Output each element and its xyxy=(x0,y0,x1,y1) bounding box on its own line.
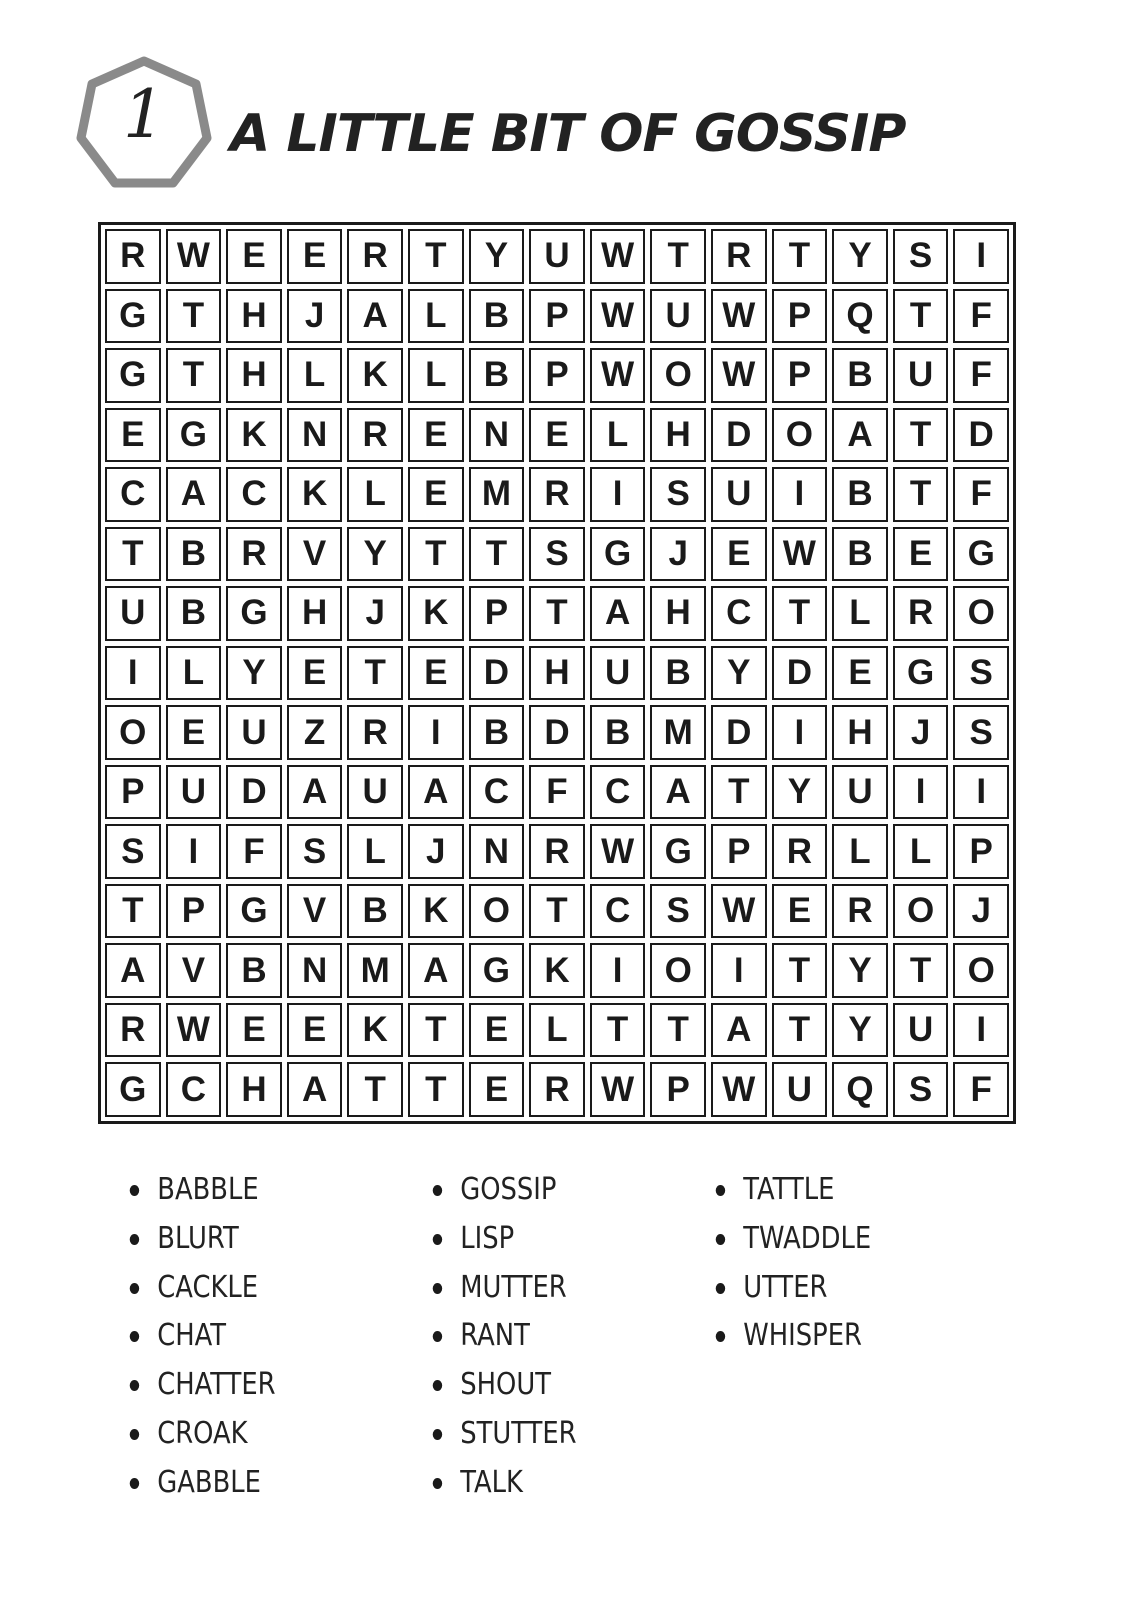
grid-cell[interactable]: W xyxy=(590,348,646,403)
grid-cell[interactable]: R xyxy=(529,1062,585,1117)
grid-cell[interactable]: G xyxy=(105,348,161,403)
grid-cell[interactable]: O xyxy=(469,884,525,939)
grid-cell[interactable]: S xyxy=(650,467,706,522)
bullet-icon xyxy=(130,1478,139,1489)
grid-cell[interactable]: U xyxy=(590,646,646,701)
word-list xyxy=(128,1166,988,1526)
bullet-icon xyxy=(130,1331,139,1342)
grid-cell[interactable]: A xyxy=(408,765,464,820)
grid-cell[interactable]: T xyxy=(711,765,767,820)
grid-cell[interactable]: D xyxy=(711,408,767,463)
bullet-icon xyxy=(433,1478,442,1489)
grid-cell[interactable]: I xyxy=(772,467,828,522)
grid-cell[interactable]: E xyxy=(226,1003,282,1058)
word-label: RANT xyxy=(460,1318,530,1354)
grid-cell[interactable]: T xyxy=(408,1062,464,1117)
grid-cell[interactable]: C xyxy=(590,765,646,820)
grid-cell[interactable]: U xyxy=(711,467,767,522)
grid-cell[interactable]: T xyxy=(408,229,464,284)
grid-cell[interactable]: B xyxy=(650,646,706,701)
grid-cell[interactable]: T xyxy=(166,289,222,344)
word-list-item xyxy=(714,1312,871,1361)
grid-cell[interactable]: N xyxy=(287,408,343,463)
grid-cell[interactable]: I xyxy=(105,646,161,701)
grid-cell[interactable]: T xyxy=(529,586,585,641)
grid-cell[interactable]: H xyxy=(650,408,706,463)
word-list-column xyxy=(714,1166,897,1361)
grid-cell[interactable]: T xyxy=(893,467,949,522)
grid-cell[interactable]: K xyxy=(408,586,464,641)
word-list-item xyxy=(431,1215,577,1264)
grid-cell[interactable]: C xyxy=(105,467,161,522)
grid-cell[interactable]: D xyxy=(953,408,1009,463)
word-label: TWADDLE xyxy=(743,1220,872,1256)
bullet-icon xyxy=(433,1283,442,1294)
grid-cell[interactable]: B xyxy=(166,527,222,582)
grid-cell[interactable]: I xyxy=(408,705,464,760)
bullet-icon xyxy=(716,1331,725,1342)
grid-cell[interactable]: C xyxy=(469,765,525,820)
grid-cell[interactable]: S xyxy=(650,884,706,939)
grid-cell[interactable]: E xyxy=(529,408,585,463)
grid-cell[interactable]: S xyxy=(893,1062,949,1117)
grid-cell[interactable]: U xyxy=(347,765,403,820)
grid-cell[interactable]: J xyxy=(408,824,464,879)
grid-cell[interactable]: B xyxy=(166,586,222,641)
grid-cell[interactable]: W xyxy=(590,824,646,879)
grid-cell[interactable]: E xyxy=(893,527,949,582)
grid-cell[interactable]: U xyxy=(832,765,888,820)
grid-cell[interactable]: B xyxy=(347,884,403,939)
grid-cell[interactable]: L xyxy=(832,586,888,641)
grid-cell[interactable]: B xyxy=(469,348,525,403)
grid-cell[interactable]: B xyxy=(832,348,888,403)
grid-cell[interactable]: K xyxy=(347,1003,403,1058)
grid-cell[interactable]: K xyxy=(287,467,343,522)
grid-cell[interactable]: C xyxy=(226,467,282,522)
grid-cell[interactable]: B xyxy=(832,527,888,582)
grid-cell[interactable]: R xyxy=(347,229,403,284)
word-label: SHOUT xyxy=(460,1367,551,1403)
grid-cell[interactable]: D xyxy=(226,765,282,820)
grid-cell[interactable]: T xyxy=(893,289,949,344)
word-list-item xyxy=(714,1215,871,1264)
grid-cell[interactable]: I xyxy=(953,765,1009,820)
grid-cell[interactable]: T xyxy=(105,527,161,582)
grid-cell[interactable]: Y xyxy=(711,646,767,701)
grid-cell[interactable]: Y xyxy=(832,229,888,284)
word-list-item xyxy=(431,1459,577,1508)
grid-cell[interactable]: T xyxy=(893,943,949,998)
grid-cell[interactable]: Y xyxy=(469,229,525,284)
bullet-icon xyxy=(130,1234,139,1245)
grid-cell[interactable]: T xyxy=(347,1062,403,1117)
grid-cell[interactable]: A xyxy=(166,467,222,522)
grid-cell[interactable]: F xyxy=(953,348,1009,403)
grid-cell[interactable]: L xyxy=(408,289,464,344)
grid-cell[interactable]: R xyxy=(105,229,161,284)
grid-cell[interactable]: N xyxy=(469,408,525,463)
grid-cell[interactable]: Y xyxy=(772,765,828,820)
word-label: TATTLE xyxy=(743,1172,835,1207)
grid-cell[interactable]: P xyxy=(469,586,525,641)
grid-cell[interactable]: Z xyxy=(287,705,343,760)
grid-cell[interactable]: I xyxy=(711,943,767,998)
grid-cell[interactable]: B xyxy=(226,943,282,998)
bullet-icon xyxy=(716,1185,725,1196)
grid-cell[interactable]: R xyxy=(347,705,403,760)
grid-cell[interactable]: U xyxy=(529,229,585,284)
grid-cell[interactable]: G xyxy=(590,527,646,582)
grid-cell[interactable]: F xyxy=(529,765,585,820)
grid-cell[interactable]: V xyxy=(166,943,222,998)
word-label: GABBLE xyxy=(157,1464,261,1500)
grid-cell[interactable]: P xyxy=(953,824,1009,879)
grid-cell[interactable]: F xyxy=(226,824,282,879)
word-list-column xyxy=(128,1166,300,1508)
grid-cell[interactable]: E xyxy=(166,705,222,760)
word-label: CROAK xyxy=(157,1415,248,1451)
grid-cell[interactable]: T xyxy=(408,1003,464,1058)
bullet-icon xyxy=(130,1185,139,1196)
grid-cell[interactable]: T xyxy=(650,229,706,284)
grid-cell[interactable]: E xyxy=(287,646,343,701)
word-list-column xyxy=(431,1166,600,1508)
word-label: CHATTER xyxy=(157,1367,276,1403)
word-list-item xyxy=(128,1361,276,1410)
grid-cell[interactable]: B xyxy=(469,289,525,344)
grid-cell[interactable]: Y xyxy=(226,646,282,701)
grid-cell[interactable]: M xyxy=(347,943,403,998)
grid-cell[interactable]: U xyxy=(650,289,706,344)
grid-cell[interactable]: V xyxy=(287,884,343,939)
grid-cell[interactable]: U xyxy=(226,705,282,760)
grid-cell[interactable]: J xyxy=(287,289,343,344)
word-label: TALK xyxy=(460,1464,523,1500)
bullet-icon xyxy=(433,1429,442,1440)
word-list-item xyxy=(431,1264,577,1313)
grid-cell[interactable]: R xyxy=(529,467,585,522)
grid-cell[interactable]: E xyxy=(287,1003,343,1058)
grid-cell[interactable]: W xyxy=(711,289,767,344)
word-label: STUTTER xyxy=(460,1415,577,1451)
grid-cell[interactable]: D xyxy=(711,705,767,760)
grid-cell[interactable]: E xyxy=(469,1062,525,1117)
grid-cell[interactable]: L xyxy=(166,646,222,701)
grid-cell[interactable]: O xyxy=(105,705,161,760)
grid-cell[interactable]: E xyxy=(408,408,464,463)
grid-cell[interactable]: P xyxy=(529,289,585,344)
bullet-icon xyxy=(716,1283,725,1294)
word-list-item xyxy=(128,1312,276,1361)
grid-cell[interactable]: W xyxy=(590,229,646,284)
grid-cell[interactable]: U xyxy=(893,348,949,403)
grid-cell[interactable]: K xyxy=(529,943,585,998)
grid-cell[interactable]: A xyxy=(105,943,161,998)
grid-cell[interactable]: C xyxy=(590,884,646,939)
word-label: CHAT xyxy=(157,1318,227,1354)
grid-cell[interactable]: A xyxy=(287,765,343,820)
grid-cell[interactable]: T xyxy=(469,527,525,582)
grid-cell[interactable]: W xyxy=(590,289,646,344)
grid-cell[interactable]: I xyxy=(590,943,646,998)
grid-cell[interactable]: R xyxy=(893,586,949,641)
grid-cell[interactable]: D xyxy=(469,646,525,701)
grid-cell[interactable]: H xyxy=(226,289,282,344)
grid-cell[interactable]: E xyxy=(711,527,767,582)
word-list-item xyxy=(714,1264,871,1313)
grid-cell[interactable]: W xyxy=(166,229,222,284)
grid-cell[interactable]: K xyxy=(347,348,403,403)
grid-cell[interactable]: O xyxy=(953,943,1009,998)
grid-cell[interactable]: Q xyxy=(832,289,888,344)
grid-cell[interactable]: I xyxy=(953,229,1009,284)
grid-cell[interactable]: E xyxy=(469,1003,525,1058)
bullet-icon xyxy=(433,1185,442,1196)
word-label: CACKLE xyxy=(157,1269,259,1305)
grid-cell[interactable]: H xyxy=(832,705,888,760)
grid-cell[interactable]: O xyxy=(893,884,949,939)
grid-cell[interactable]: G xyxy=(469,943,525,998)
grid-cell[interactable]: G xyxy=(893,646,949,701)
grid-cell[interactable]: B xyxy=(590,705,646,760)
grid-cell[interactable]: H xyxy=(226,1062,282,1117)
grid-cell[interactable]: R xyxy=(105,1003,161,1058)
grid-cell[interactable]: T xyxy=(408,527,464,582)
grid-cell[interactable]: G xyxy=(226,884,282,939)
grid-cell[interactable]: H xyxy=(226,348,282,403)
grid-cell[interactable]: B xyxy=(469,705,525,760)
grid-cell[interactable]: R xyxy=(347,408,403,463)
grid-cell[interactable]: Y xyxy=(832,943,888,998)
grid-cell[interactable]: P xyxy=(772,348,828,403)
grid-cell[interactable]: A xyxy=(287,1062,343,1117)
grid-cell[interactable]: R xyxy=(832,884,888,939)
word-list-item xyxy=(431,1410,577,1459)
grid-cell[interactable]: E xyxy=(832,646,888,701)
grid-cell[interactable]: E xyxy=(226,229,282,284)
grid-cell[interactable]: J xyxy=(893,705,949,760)
grid-cell[interactable]: T xyxy=(772,586,828,641)
word-label: MUTTER xyxy=(460,1269,567,1305)
grid-cell[interactable]: T xyxy=(893,408,949,463)
grid-cell[interactable]: H xyxy=(529,646,585,701)
grid-cell[interactable]: T xyxy=(529,884,585,939)
grid-cell[interactable]: N xyxy=(469,824,525,879)
grid-cell[interactable]: T xyxy=(347,646,403,701)
grid-cell[interactable]: L xyxy=(347,824,403,879)
word-list-item xyxy=(431,1312,577,1361)
grid-cell[interactable]: O xyxy=(953,586,1009,641)
grid-cell[interactable]: E xyxy=(105,408,161,463)
grid-cell[interactable]: J xyxy=(347,586,403,641)
grid-cell[interactable]: T xyxy=(772,943,828,998)
grid-cell[interactable]: L xyxy=(832,824,888,879)
grid-cell[interactable]: P xyxy=(166,884,222,939)
grid-cell[interactable]: R xyxy=(226,527,282,582)
word-list-item xyxy=(714,1166,871,1215)
grid-cell[interactable]: D xyxy=(529,705,585,760)
grid-cell[interactable]: I xyxy=(166,824,222,879)
puzzle-number: 1 xyxy=(123,76,165,153)
grid-cell[interactable]: T xyxy=(590,1003,646,1058)
grid-cell[interactable]: H xyxy=(287,586,343,641)
grid-cell[interactable]: L xyxy=(529,1003,585,1058)
grid-cell[interactable]: G xyxy=(226,586,282,641)
grid-cell[interactable]: A xyxy=(590,586,646,641)
word-label: UTTER xyxy=(743,1269,828,1305)
grid-cell[interactable]: F xyxy=(953,1062,1009,1117)
grid-cell[interactable]: U xyxy=(105,586,161,641)
grid-cell[interactable]: L xyxy=(893,824,949,879)
grid-cell[interactable]: R xyxy=(711,229,767,284)
grid-cell[interactable]: F xyxy=(953,467,1009,522)
grid-cell[interactable]: O xyxy=(650,348,706,403)
grid-cell[interactable]: L xyxy=(287,348,343,403)
grid-cell[interactable]: Q xyxy=(832,1062,888,1117)
grid-cell[interactable]: R xyxy=(772,824,828,879)
word-label: WHISPER xyxy=(743,1318,862,1354)
bullet-icon xyxy=(130,1429,139,1440)
grid-cell[interactable]: S xyxy=(893,229,949,284)
grid-cell[interactable]: S xyxy=(105,824,161,879)
word-label: BLURT xyxy=(157,1220,239,1256)
grid-cell[interactable]: W xyxy=(711,1062,767,1117)
grid-cell[interactable]: I xyxy=(590,467,646,522)
grid-cell[interactable]: K xyxy=(408,884,464,939)
grid-cell[interactable]: L xyxy=(347,467,403,522)
grid-cell[interactable]: I xyxy=(953,1003,1009,1058)
grid-cell[interactable]: A xyxy=(832,408,888,463)
grid-cell[interactable]: G xyxy=(105,1062,161,1117)
grid-cell[interactable]: A xyxy=(650,765,706,820)
grid-cell[interactable]: T xyxy=(650,1003,706,1058)
word-label: GOSSIP xyxy=(460,1172,557,1207)
grid-cell[interactable]: T xyxy=(772,229,828,284)
puzzle-number-badge xyxy=(76,56,212,196)
bullet-icon xyxy=(130,1380,139,1391)
puzzle-title: A LITTLE BIT OF GOSSIP xyxy=(230,104,906,164)
grid-cell[interactable]: P xyxy=(105,765,161,820)
grid-cell[interactable]: O xyxy=(772,408,828,463)
letter-grid xyxy=(98,222,1016,1124)
grid-cell[interactable]: U xyxy=(893,1003,949,1058)
word-list-item xyxy=(128,1166,276,1215)
grid-cell[interactable]: M xyxy=(650,705,706,760)
grid-cell[interactable]: W xyxy=(772,527,828,582)
grid-cell[interactable]: K xyxy=(226,408,282,463)
grid-cell[interactable]: P xyxy=(529,348,585,403)
grid-cell[interactable]: A xyxy=(408,943,464,998)
grid-cell[interactable]: P xyxy=(711,824,767,879)
grid-cell[interactable]: T xyxy=(105,884,161,939)
grid-cell[interactable]: S xyxy=(529,527,585,582)
grid-cell[interactable]: W xyxy=(590,1062,646,1117)
grid-cell[interactable]: W xyxy=(166,1003,222,1058)
grid-cell[interactable]: Y xyxy=(832,1003,888,1058)
grid-cell[interactable]: H xyxy=(650,586,706,641)
grid-cell[interactable]: L xyxy=(590,408,646,463)
grid-cell[interactable]: G xyxy=(953,527,1009,582)
grid-cell[interactable]: T xyxy=(772,1003,828,1058)
grid-cell[interactable]: G xyxy=(650,824,706,879)
bullet-icon xyxy=(130,1283,139,1294)
grid-cell[interactable]: Y xyxy=(347,527,403,582)
grid-cell[interactable]: J xyxy=(953,884,1009,939)
grid-cell[interactable]: J xyxy=(650,527,706,582)
bullet-icon xyxy=(433,1331,442,1342)
grid-cell[interactable]: N xyxy=(287,943,343,998)
grid-cell[interactable]: F xyxy=(953,289,1009,344)
word-list-item xyxy=(128,1264,276,1313)
grid-cell[interactable]: W xyxy=(711,348,767,403)
grid-cell[interactable]: M xyxy=(469,467,525,522)
word-list-item xyxy=(128,1215,276,1264)
word-list-item xyxy=(128,1410,276,1459)
bullet-icon xyxy=(433,1234,442,1245)
word-list-item xyxy=(431,1361,577,1410)
grid-cell[interactable]: W xyxy=(711,884,767,939)
word-list-item xyxy=(431,1166,577,1215)
word-list-item xyxy=(128,1459,276,1508)
grid-cell[interactable]: L xyxy=(408,348,464,403)
grid-cell[interactable]: P xyxy=(650,1062,706,1117)
grid-cell[interactable]: C xyxy=(711,586,767,641)
grid-cell[interactable]: U xyxy=(166,765,222,820)
grid-cell[interactable]: S xyxy=(953,705,1009,760)
grid-cell[interactable]: D xyxy=(772,646,828,701)
grid-cell[interactable]: S xyxy=(287,824,343,879)
word-label: BABBLE xyxy=(157,1172,259,1207)
grid-cell[interactable]: E xyxy=(287,229,343,284)
grid-cell[interactable]: A xyxy=(347,289,403,344)
grid-cell[interactable]: P xyxy=(772,289,828,344)
grid-cell[interactable]: E xyxy=(408,467,464,522)
grid-cell[interactable]: T xyxy=(166,348,222,403)
grid-cell[interactable]: I xyxy=(893,765,949,820)
grid-cell[interactable]: V xyxy=(287,527,343,582)
grid-cell[interactable]: S xyxy=(953,646,1009,701)
grid-cell[interactable]: A xyxy=(711,1003,767,1058)
bullet-icon xyxy=(716,1234,725,1245)
grid-cell[interactable]: O xyxy=(650,943,706,998)
grid-cell[interactable]: E xyxy=(772,884,828,939)
grid-cell[interactable]: B xyxy=(832,467,888,522)
grid-cell[interactable]: C xyxy=(166,1062,222,1117)
grid-cell[interactable]: G xyxy=(166,408,222,463)
bullet-icon xyxy=(433,1380,442,1391)
grid-cell[interactable]: G xyxy=(105,289,161,344)
grid-cell[interactable]: I xyxy=(772,705,828,760)
puzzle-header xyxy=(76,56,976,196)
grid-cell[interactable]: E xyxy=(408,646,464,701)
grid-cell[interactable]: U xyxy=(772,1062,828,1117)
grid-cell[interactable]: R xyxy=(529,824,585,879)
word-label: LISP xyxy=(460,1220,515,1256)
